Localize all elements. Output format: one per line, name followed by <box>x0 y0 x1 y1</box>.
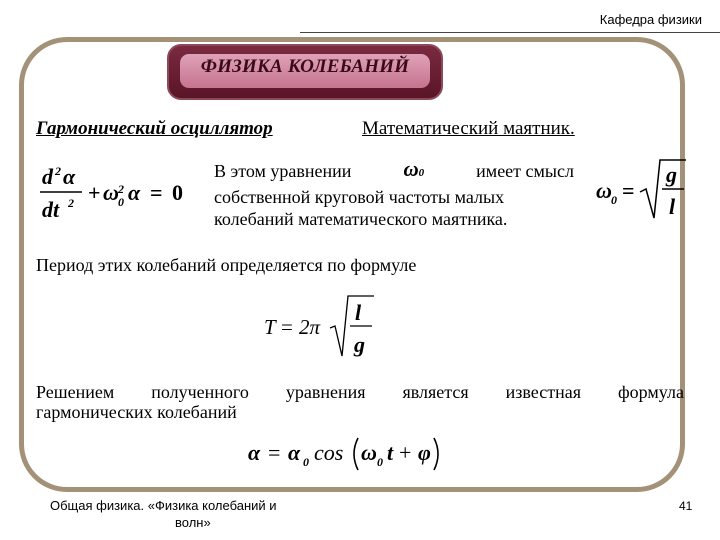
omega0-equals: = <box>622 178 635 203</box>
sol-omega: ω <box>361 440 377 465</box>
eq-d-num-exp: 2 <box>55 164 61 178</box>
omega0-inline <box>403 158 424 184</box>
omega-explanation <box>214 157 574 230</box>
sol-cos: cos <box>314 440 344 465</box>
eq-dt: dt <box>42 197 60 222</box>
eq-equals: = <box>150 180 163 205</box>
para3-line2: гармонических колебаний <box>36 402 237 422</box>
omega0-sub: 0 <box>611 193 617 207</box>
para3-word-3: уравнения <box>285 382 366 402</box>
eq-d-num: d <box>42 164 53 189</box>
para3-word-4: является <box>402 382 469 402</box>
sol-alpha: α <box>248 440 261 465</box>
sol-alpha0: α <box>288 440 301 465</box>
sol-phi: φ <box>418 440 431 465</box>
sol-plus: + <box>399 440 412 465</box>
angular-frequency-formula <box>596 154 696 226</box>
period-denominator: g <box>354 332 365 357</box>
page-number: 41 <box>679 499 693 513</box>
para1-line1-b: имеет смысл <box>476 161 574 181</box>
section-heading-oscillator: Гармонический осциллятор <box>36 118 273 139</box>
section-heading-pendulum: Математический маятник. <box>362 118 575 139</box>
period-equals: = <box>281 315 293 339</box>
para1-line2: собственной круговой частоты малых <box>214 187 505 207</box>
pendulum-equation <box>36 156 196 224</box>
eq-plus: + <box>88 180 101 205</box>
eq-alpha-2: α <box>128 180 141 205</box>
para1-line1-a: В этом уравнении <box>214 161 352 181</box>
solution-formula <box>246 430 456 476</box>
eq-alpha: α <box>63 164 76 189</box>
sol-t: t <box>387 440 394 465</box>
eq-zero: 0 <box>172 180 183 205</box>
period-T: T <box>264 315 276 339</box>
eq-dt-exp: 2 <box>68 196 74 210</box>
omega0-denominator: l <box>669 194 676 219</box>
eq-omega-exp: 2 <box>118 182 124 196</box>
sol-equals: = <box>268 440 281 465</box>
para3-word-2: полученного <box>151 382 249 402</box>
para1-line3: колебаний математического маятника. <box>214 209 508 229</box>
omega0-numerator: g <box>666 162 677 187</box>
slide-title: ФИЗИКА КОЛЕБАНИЙ <box>200 56 410 77</box>
course-name-line1: Общая физика. «Физика колебаний и <box>50 498 277 513</box>
para3-word-5: известная <box>505 382 581 402</box>
eq-omega-sub: 0 <box>118 195 124 209</box>
para3-word-1: Решением <box>36 382 115 402</box>
omega-symbol: ω <box>403 157 419 181</box>
header-divider <box>300 32 720 33</box>
course-name-line2: волн» <box>175 515 211 530</box>
period-numerator: l <box>355 300 362 325</box>
sol-omega-sub: 0 <box>377 455 383 469</box>
period-intro: Период этих колебаний определяется по формуле <box>36 255 417 275</box>
department-label: Кафедра физики <box>599 12 702 27</box>
solution-intro <box>36 382 684 422</box>
course-name <box>50 497 350 531</box>
period-two-pi: 2π <box>299 315 321 339</box>
omega0-symbol: ω <box>596 178 612 203</box>
para3-word-6: формула <box>617 382 684 402</box>
sol-alpha0-sub: 0 <box>303 455 309 469</box>
eq-omega: ω <box>103 180 119 205</box>
omega-subscript: 0 <box>418 167 425 179</box>
period-formula <box>264 290 384 362</box>
